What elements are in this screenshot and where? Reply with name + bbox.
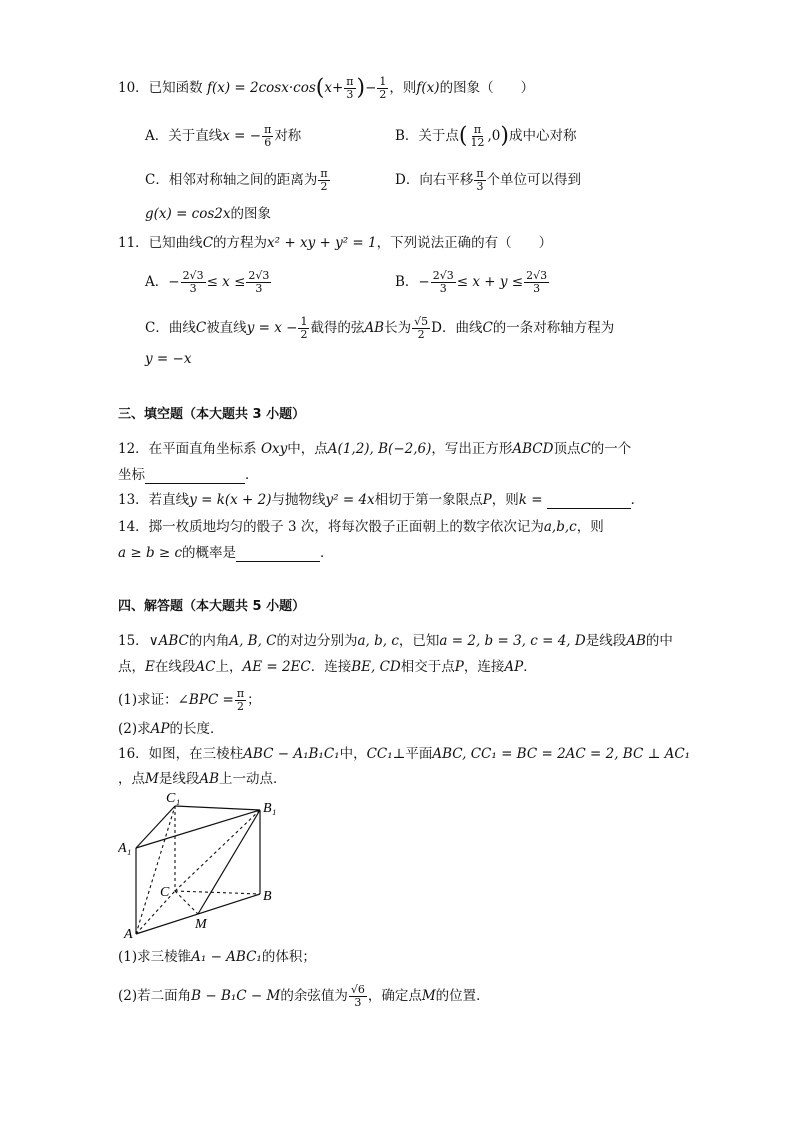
q11-stem-text3: ，下列说法正确的有（ ） <box>376 235 553 251</box>
paren-open: ( <box>458 123 468 149</box>
q16-cc1: CC₁ <box>366 746 393 762</box>
frac-num: π <box>264 123 272 136</box>
q16-condition: ABC, CC₁ = BC = 2AC = 2, BC ⊥ AC₁ <box>432 746 691 762</box>
option-tail: 对称 <box>274 128 302 144</box>
frac-pi-3 <box>474 168 485 193</box>
edge-cb-hidden <box>175 891 260 894</box>
q11-stem <box>118 234 552 252</box>
frac-sqrt6-3 <box>349 984 367 1009</box>
q10-stem-text3: 的图象（ ） <box>439 80 535 96</box>
frac-2sqrt3-3 <box>246 270 271 295</box>
q14-text2: ，则 <box>576 519 604 535</box>
option-text: 截得的弦 <box>310 320 365 336</box>
label-a1: A₁ <box>118 841 132 856</box>
section-heading-solve: 四、解答题（本大题共 5 小题） <box>118 599 306 614</box>
q11-option-b <box>395 270 550 295</box>
edge-cb1-hidden <box>175 810 260 891</box>
part-text: 的余弦值为 <box>280 988 348 1004</box>
q10-stem-text: 10．已知函数 <box>118 80 203 96</box>
frac-num: 2√3 <box>182 269 204 282</box>
q13-text: 13．若直线 <box>118 492 190 508</box>
paren-close: ) <box>356 75 366 101</box>
q14-text3: 的概率是 <box>182 545 237 561</box>
option-label: C．曲线 <box>145 320 196 336</box>
q15-p: P <box>454 659 464 675</box>
chord-ab: AB <box>364 320 385 336</box>
option-text: 长为 <box>384 320 412 336</box>
option-tail: 个单位可以得到 <box>486 172 582 188</box>
option-label: C．相邻对称轴之间的距离为 <box>145 172 318 188</box>
q15-text: ，连接 <box>463 659 505 675</box>
frac-num: √5 <box>414 315 429 328</box>
section-heading-fill: 三、填空题（本大题共 3 小题） <box>118 407 306 422</box>
q16-line2 <box>118 770 287 788</box>
q12-line1 <box>118 440 631 458</box>
option-tail: 的图象 <box>230 206 272 222</box>
q15-text: 的对边分别为 <box>276 633 358 649</box>
edge-c1b1 <box>175 806 260 810</box>
frac-1-2 <box>298 316 309 341</box>
q16-text: 中， <box>339 746 367 762</box>
q16-text: ⊥平面 <box>392 746 433 762</box>
q16-part2 <box>118 984 490 1009</box>
q15-e: E <box>145 659 155 675</box>
frac-2sqrt3-3 <box>431 270 456 295</box>
q12-text4: 顶点 <box>553 441 581 457</box>
curve-c: C <box>202 235 214 251</box>
frac-den: 3 <box>439 282 447 295</box>
q12-points: A(1,2), B(−2,6) <box>327 441 432 457</box>
q10-stem <box>118 76 534 101</box>
option-label: B．关于点 <box>395 128 459 144</box>
q16-m: M <box>145 771 159 787</box>
q15-sides: a, b, c <box>357 633 399 649</box>
frac-num: π <box>346 75 354 88</box>
q15-line2 <box>118 658 537 676</box>
option-expr: y = x − <box>246 320 298 336</box>
option-label: B． <box>395 274 419 290</box>
frac-num: 1 <box>300 315 308 328</box>
q10-arg: x+ <box>324 80 344 96</box>
q16-text: 16．如图，在三棱柱 <box>118 746 244 762</box>
label-c: C <box>160 885 170 900</box>
frac-den: 2 <box>379 88 387 101</box>
curve-c: C <box>195 320 207 336</box>
q15-ae: AE = 2EC <box>242 659 311 675</box>
q10-fx: f(x) <box>416 80 440 96</box>
frac-2sqrt3-3 <box>524 270 549 295</box>
option-expr: y = −x <box>145 351 192 367</box>
q13-parabola: y² = 4x <box>325 492 375 508</box>
frac-den: 2 <box>417 328 425 341</box>
q12-text2: 中，点 <box>287 441 328 457</box>
q15-angle: ∠BPC = <box>177 692 234 708</box>
q16-text: 上一动点． <box>219 771 287 787</box>
q14-condition: a ≥ b ≥ c <box>118 545 183 561</box>
part-tail: ； <box>247 692 261 708</box>
q12-line2 <box>118 466 259 484</box>
q16-part1 <box>118 948 316 966</box>
part-label: (1)求三棱锥 <box>118 949 192 965</box>
q10-option-d <box>395 168 581 193</box>
q12-text3: ，写出正方形 <box>431 441 513 457</box>
part-label: (1)求证： <box>118 692 178 708</box>
option-expr: ≤ x + y ≤ <box>456 274 524 290</box>
frac-den: 12 <box>470 136 485 149</box>
option-tail: 的一条对称轴方程为 <box>492 320 615 336</box>
frac-den: 2 <box>300 328 308 341</box>
q15-ap: AP <box>504 659 524 675</box>
q15-text: ．连接 <box>310 659 352 675</box>
q10-func: f(x) = 2cosx·cos <box>206 80 316 96</box>
q16-dihedral: B − B₁C − M <box>191 988 281 1004</box>
minus-sign: − <box>418 274 430 290</box>
q15-be-cd: BE, CD <box>351 659 401 675</box>
q15-text: 的内角 <box>188 633 230 649</box>
q11-option-a <box>145 270 272 295</box>
q16-pyramid: A₁ − ABC₁ <box>191 949 262 965</box>
frac-pi-3 <box>344 76 355 101</box>
option-expr: g(x) = cos2x <box>145 206 231 222</box>
curve-c: C <box>482 320 493 336</box>
frac-num: π <box>236 687 245 700</box>
option-tail: 成中心对称 <box>509 128 577 144</box>
q14-line1 <box>118 518 604 536</box>
q15-text: 点， <box>118 659 145 675</box>
q15-ap: AP <box>150 721 170 737</box>
frac-sqrt5-2 <box>412 316 430 341</box>
q11-option-c <box>145 316 614 341</box>
q14-abc: a,b,c <box>543 519 577 535</box>
q15-num: 15． <box>118 633 149 649</box>
frac-den: 6 <box>264 136 272 149</box>
q16-prism: ABC − A₁B₁C₁ <box>243 746 340 762</box>
paren-open: ( <box>315 75 325 101</box>
label-m: M <box>195 917 207 932</box>
frac-num: 2√3 <box>248 269 270 282</box>
q16-text: ，点 <box>118 771 145 787</box>
q12-square: ABCD <box>512 441 554 457</box>
q15-text: ，已知 <box>398 633 440 649</box>
minus-sign: − <box>365 80 377 96</box>
part-tail: 的长度． <box>169 721 224 737</box>
frac-1-2 <box>377 76 388 101</box>
q15-given: a = 2, b = 3, c = 4, D <box>439 633 586 649</box>
q13-point-p: P <box>482 492 492 508</box>
frac-num: 1 <box>379 75 387 88</box>
frac-num: π <box>320 167 328 180</box>
period: ． <box>630 492 645 508</box>
q15-triangle: ∨ABC <box>148 633 189 649</box>
label-b: B <box>263 889 272 904</box>
frac-den: 2 <box>320 180 328 193</box>
option-label: D．向右平移 <box>395 172 474 188</box>
period: ． <box>245 467 259 483</box>
q15-text: ． <box>523 659 537 675</box>
q16-line1 <box>118 745 690 763</box>
frac-num: π <box>476 167 484 180</box>
part-tail: 的位置． <box>435 988 490 1004</box>
q12-oxy: Oxy <box>260 441 288 457</box>
part-label: (2)若二面角 <box>118 988 192 1004</box>
label-a: A <box>124 927 133 940</box>
label-b1: B₁ <box>263 801 277 816</box>
part-text: ，确定点 <box>367 988 422 1004</box>
edge-ac1-hidden <box>136 806 175 934</box>
q12-text5: 的一个 <box>590 441 632 457</box>
q13-line-eq: y = k(x + 2) <box>189 492 272 508</box>
q12-vertex-c: C <box>580 441 591 457</box>
option-expr: x = − <box>222 128 262 144</box>
q15-ab: AB <box>626 633 646 649</box>
frac-den: 3 <box>189 282 197 295</box>
q16-m: M <box>421 988 436 1004</box>
option-label: A．关于直线 <box>145 128 223 144</box>
label-c1: C₁ <box>166 791 181 806</box>
q13-text4: ，则 <box>491 492 519 508</box>
q15-part2 <box>118 720 223 738</box>
q12-cont: 坐标 <box>118 467 145 483</box>
answer-blank[interactable] <box>236 547 320 562</box>
q14-text: 14．掷一枚质地均匀的骰子 3 次，将每次骰子正面朝上的数字依次记为 <box>118 519 544 535</box>
q15-text: 在线段 <box>154 659 196 675</box>
q15-line1 <box>118 632 673 650</box>
q10-option-a <box>145 124 301 149</box>
option-text: 被直线 <box>206 320 247 336</box>
frac-num: 2√3 <box>526 269 548 282</box>
q12-text: 12．在平面直角坐标系 <box>118 441 257 457</box>
minus-sign: − <box>168 274 180 290</box>
q11-stem-text: 11．已知曲线 <box>118 235 203 251</box>
q15-ac: AC <box>195 659 216 675</box>
q13-line <box>118 491 644 509</box>
frac-den: 3 <box>476 180 484 193</box>
frac-den: 3 <box>255 282 263 295</box>
answer-blank[interactable] <box>145 469 245 484</box>
period: ． <box>320 545 334 561</box>
q15-text: 上， <box>215 659 243 675</box>
q13-k: k = <box>518 492 543 508</box>
q15-angles: A, B, C <box>229 633 277 649</box>
part-label: (2)求 <box>118 721 151 737</box>
q15-part1 <box>118 688 261 713</box>
q11-option-d-cont <box>145 350 191 368</box>
q16-text: 是线段 <box>158 771 200 787</box>
q10-option-c <box>145 168 331 193</box>
frac-num: 2√3 <box>432 269 454 282</box>
q15-text: 的中 <box>645 633 673 649</box>
frac-pi-6 <box>262 124 273 149</box>
frac-den: 3 <box>533 282 541 295</box>
q13-text3: 相切于第一象限点 <box>374 492 483 508</box>
option-label: A． <box>145 274 169 290</box>
q14-line2 <box>118 544 334 562</box>
frac-den: 3 <box>354 996 362 1009</box>
q16-ab: AB <box>199 771 219 787</box>
frac-pi-12 <box>469 124 487 149</box>
paren-close: ) <box>500 123 509 149</box>
edge-cm-hidden <box>175 891 198 914</box>
q11-stem-text2: 的方程为 <box>213 235 268 251</box>
frac-den: 2 <box>236 700 244 713</box>
frac-num: √6 <box>350 983 365 996</box>
part-tail: 的体积； <box>261 949 316 965</box>
frac-2sqrt3-3 <box>181 270 206 295</box>
option-label: D．曲线 <box>431 320 483 336</box>
frac-pi-2 <box>235 688 246 713</box>
frac-pi-2 <box>318 168 329 193</box>
point-y: ,0 <box>487 128 501 144</box>
frac-num: π <box>473 123 482 136</box>
q13-text2: 与抛物线 <box>271 492 326 508</box>
frac-den: 3 <box>346 88 354 101</box>
q15-text: 相交于点 <box>400 659 455 675</box>
q15-text: 是线段 <box>585 633 627 649</box>
answer-blank[interactable] <box>547 494 631 509</box>
q10-stem-text2: ，则 <box>389 80 417 96</box>
q10-option-d-cont <box>145 205 271 223</box>
q10-option-b <box>395 124 577 149</box>
q11-equation: x² + xy + y² = 1 <box>267 235 377 251</box>
prism-figure <box>118 790 288 940</box>
option-expr: ≤ x ≤ <box>206 274 246 290</box>
